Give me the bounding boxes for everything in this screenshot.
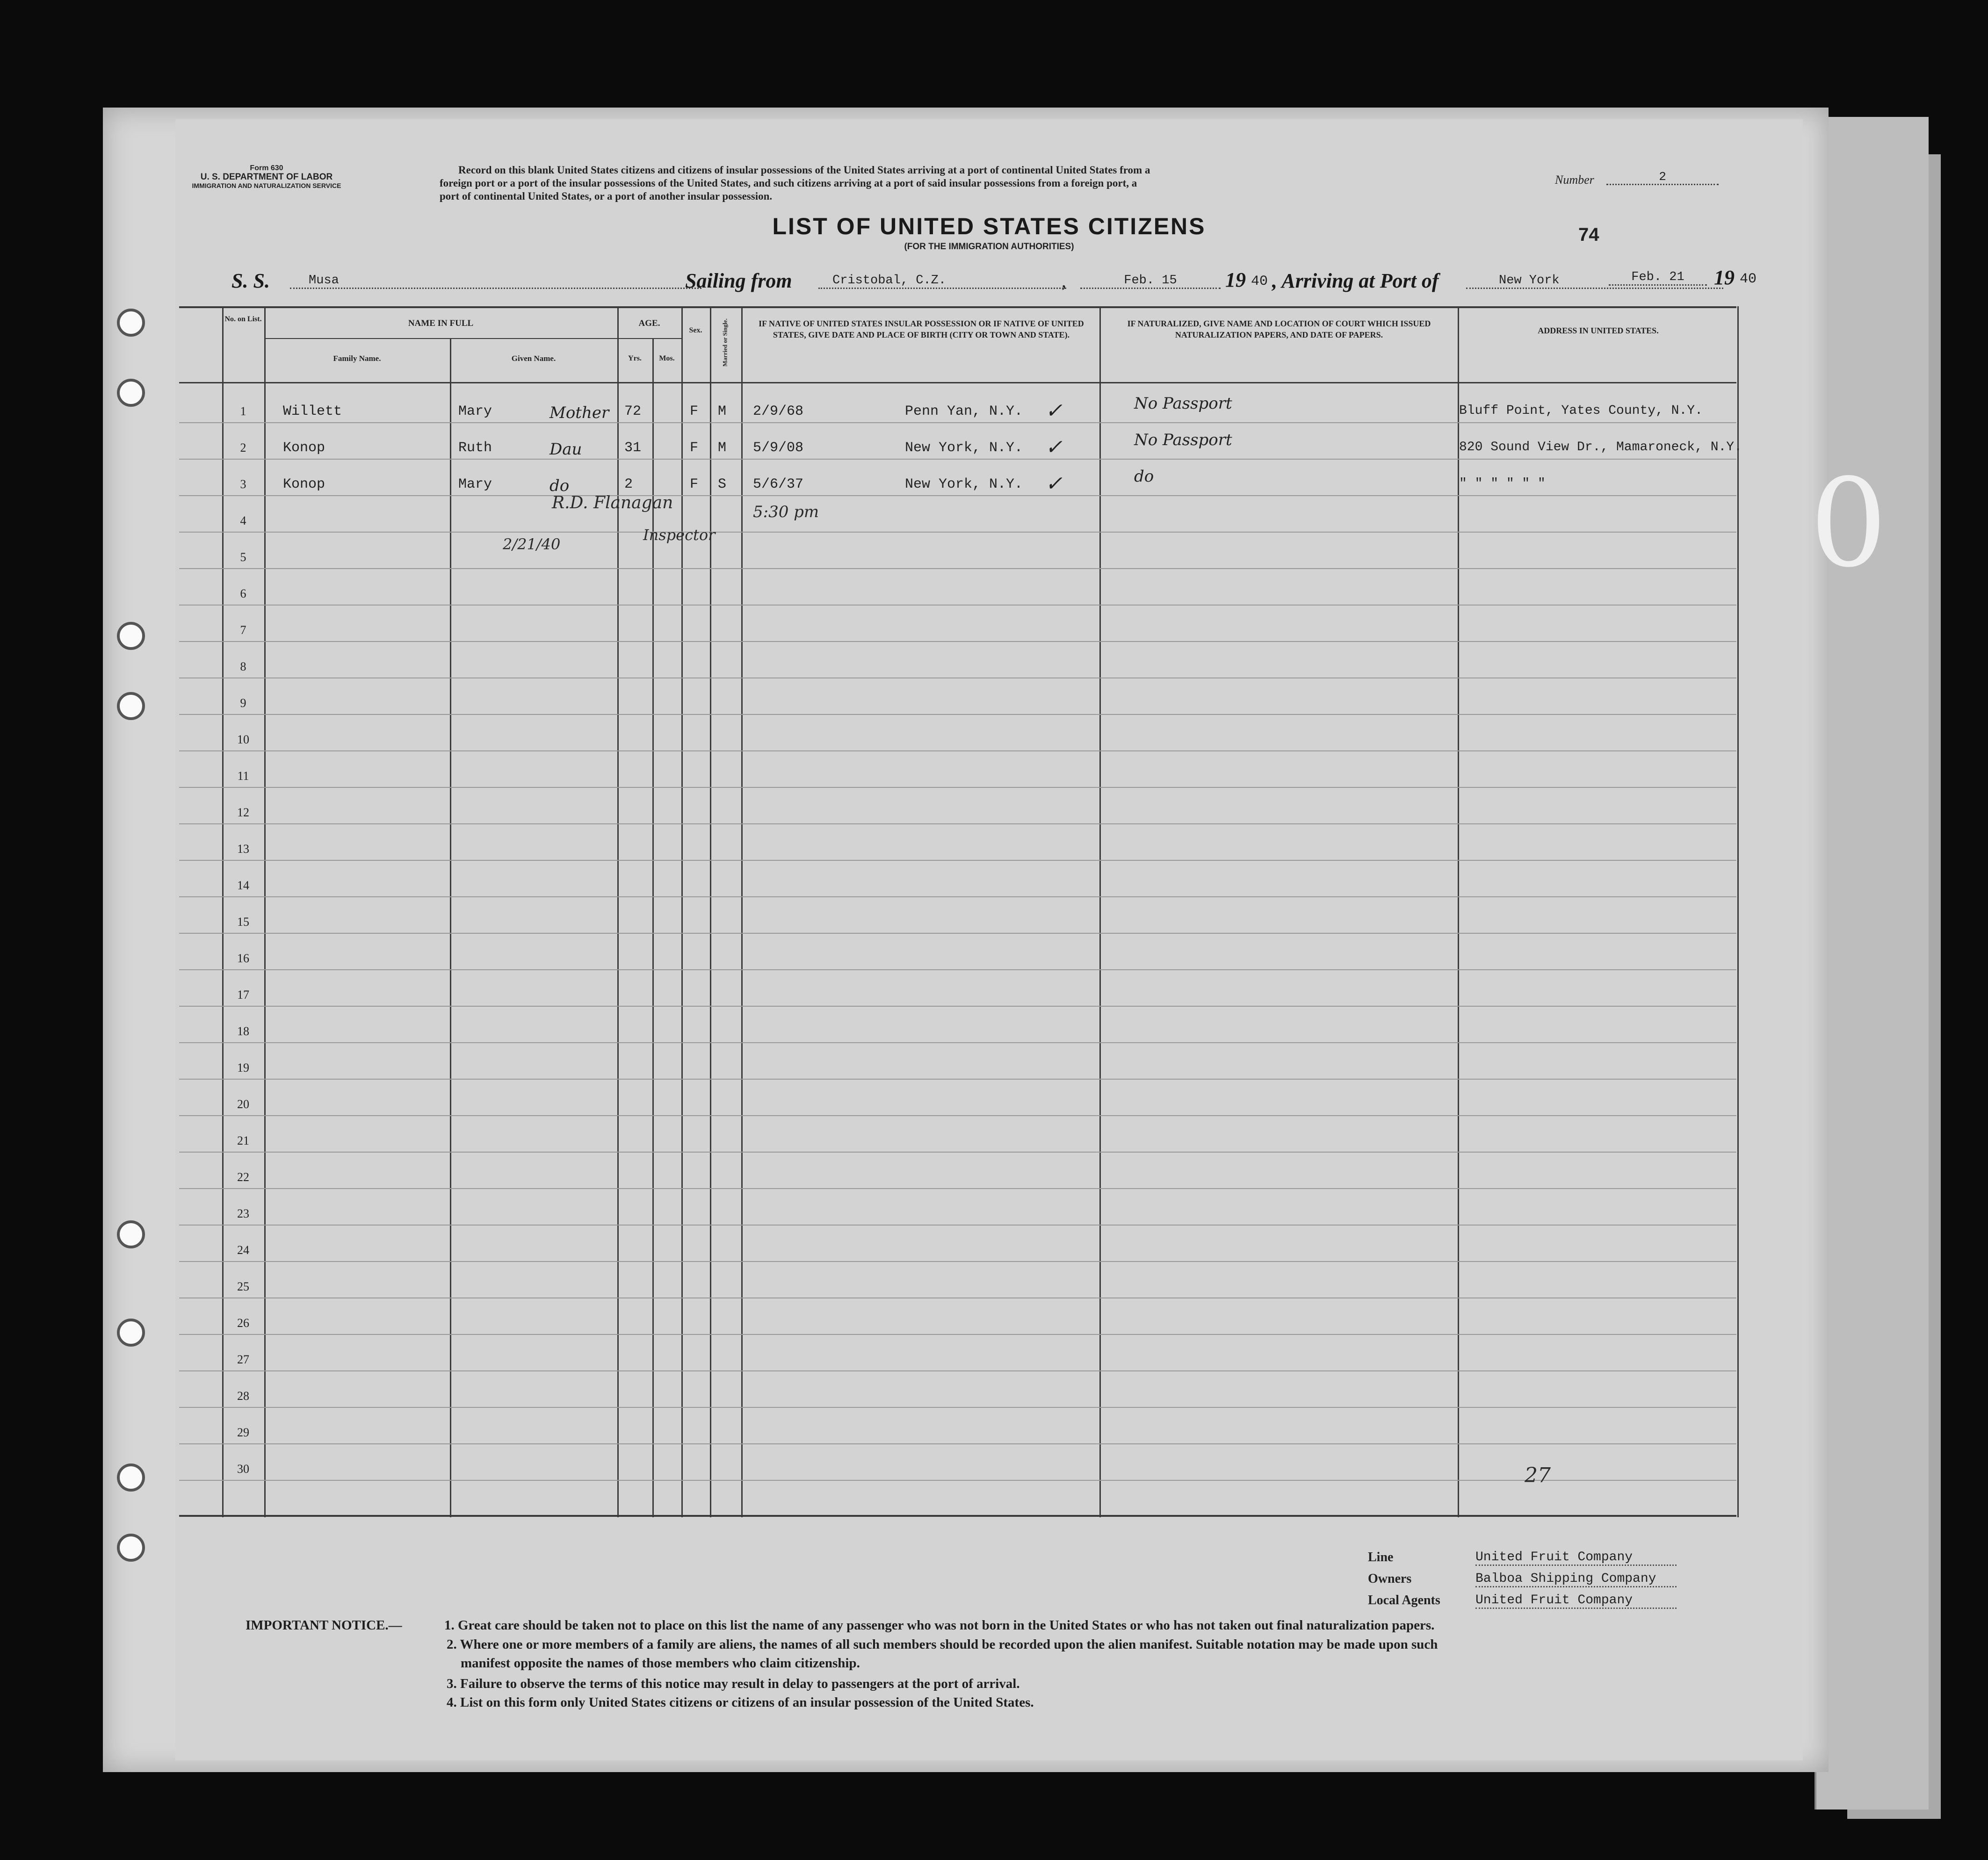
row-number: 6 (240, 587, 246, 600)
bottom-note: 27 (1525, 1463, 1551, 1487)
row-number: 18 (237, 1024, 249, 1038)
row-number: 4 (240, 514, 246, 527)
given-name-cell: Ruth (458, 440, 492, 456)
arriving-label: , Arriving at Port of (1272, 269, 1439, 292)
age-years-cell: 31 (624, 440, 642, 456)
family-name-cell: Konop (283, 440, 325, 456)
line-value: United Fruit Company (1475, 1550, 1677, 1566)
row-rule (179, 495, 1736, 496)
row-rule (179, 459, 1736, 460)
instructions (440, 164, 1665, 203)
row-rule (179, 422, 1736, 423)
punch-hole (117, 309, 145, 337)
row-rule (179, 787, 1736, 788)
line-label: Line (1368, 1550, 1394, 1564)
birth-place-cell: New York, N.Y. (905, 476, 1023, 492)
row-number: 5 (240, 550, 246, 564)
punch-hole (117, 1463, 145, 1492)
age-years-cell: 2 (624, 476, 633, 492)
service: IMMIGRATION AND NATURALIZATION SERVICE (192, 182, 341, 189)
col-header-native: IF NATIVE OF UNITED STATES INSULAR POSSESSION OR IF NATIVE OF UNITED STATES, GIVE DATE AND PLACE OF BIRTH (CITY OR TOWN AND STATE). (759, 319, 1084, 339)
row-rule (179, 1188, 1736, 1189)
col-header-address: ADDRESS IN UNITED STATES. (1538, 326, 1659, 335)
row-rule (179, 714, 1736, 715)
agents-label: Local Agents (1368, 1593, 1440, 1608)
checkmark-icon: ✓ (1045, 435, 1063, 459)
sail-year-prefix: 19 (1225, 268, 1246, 291)
col-rule (681, 306, 683, 1517)
row-number: 23 (237, 1207, 249, 1220)
address-cell: " " " " " " (1459, 476, 1546, 491)
row-rule (179, 1115, 1736, 1116)
papers-note: No Passport (1134, 431, 1232, 449)
row-rule (179, 1407, 1736, 1408)
arrive-date: Feb. 21 (1609, 270, 1707, 286)
row-number: 7 (240, 623, 246, 637)
sex-cell: F (690, 476, 699, 492)
back-sheet-edge (1815, 117, 1929, 1810)
inspector-title: Inspector (643, 526, 716, 544)
given-name-cell: Mary (458, 404, 492, 419)
papers-note: No Passport (1134, 394, 1232, 413)
row-number: 3 (240, 477, 246, 491)
row-rule (179, 860, 1736, 861)
birth-date-cell: 2/9/68 (753, 404, 804, 419)
row-rule (179, 1370, 1736, 1371)
row-number: 11 (237, 769, 249, 783)
marital-status-cell: M (718, 404, 727, 419)
form-sheet: Form 630 U. S. DEPARTMENT OF LABOR IMMIGRATION AND NATURALIZATION SERVICE Record on this blank United States citizens and citizens of insular possessions of the United States arriving at a port of continental United States from a foreign port or a port of the insular possessions of the United States, and such citizens arriving at a port of said insular possessions from a foreign port, a port of continental United States, or a port of another insular possession. Number 2 LIST OF UNITED STATES CITIZENS (FOR THE IMMIGRATION AUTHORITIES) 74 S. S. Musa Sailing from Cristobal, C.Z. , Feb. 15 19 40 , Arriving at Port of New York No. on List. NAME IN FULL Family Name. Given Name. AGE. Yrs. Mos. Sex. Married or Single. IF NATIVE OF UNITED STATES INSULAR POSSESSION OR IF NATIVE OF UNITED STATES, GIVE DATE AND PLACE OF BIRTH (CITY OR TOWN AND STATE). IF NATURALIZED, GIVE NAME AND LOCATION OF COURT WHICH ISSUED NATURALIZATION PAPERS, AND DATE OF PAPERS. ADDRESS IN UNITED STATES. 1 2 3 4 5 6 7 8 9 10 11 12 13 14 15 16 17 18 19 20 21 22 23 24 25 26 27 28 29 30 Willett Mary Mother 72 F M 2/9/68 Penn Yan, N.Y. No Passport Bluff Point, Yates County, N.Y. ✓ Konop Ruth Dau 31 F M 5/9/08 New York, N.Y. No Passport 820 Sound View Dr., Mamaroneck, N.Y. ✓ Konop Mary do 2 F S 5/6/37 New York, N.Y. do " " " " " " ✓ R.D. Flanagan Inspector 2/21/40 5:30 pm 27 Line United Fruit Company Owners Balboa Shipping Company Local Agents United Fruit Company IMPORTANT NOTICE.— 1. Great care should be taken not to place on this list the name of any passenger who was not born in the United States or who has not taken out final naturalization papers. 2. Where one or more members of a family are aliens, the names of all such members should be recorded upon the alien manifest. Suitable notation may be made upon such manifest opposite the names of those members who claim citizenship. 3. Failure to observe the terms of this notice may result in delay to passengers at the port of arrival. 4. List on this form only United States citizens or citizens of an insular possession of the United States. (175, 119, 1803, 1760)
row-rule (179, 1152, 1736, 1153)
birth-date-cell: 5/6/37 (753, 476, 804, 492)
checkmark-icon: ✓ (1045, 399, 1063, 423)
notice-item: 4. List on this form only United States citizens or citizens of an insular possession of the United States. (447, 1695, 1034, 1710)
agents-value: United Fruit Company (1475, 1593, 1677, 1609)
col-header-married: Married or Single. (721, 318, 729, 367)
row-number: 26 (237, 1316, 249, 1330)
family-name-cell: Konop (283, 476, 325, 492)
form-id-block (175, 164, 358, 190)
col-header-yrs: Yrs. (628, 354, 642, 362)
row-rule (179, 641, 1736, 642)
footer-company-block (1368, 1550, 1742, 1615)
notice-item: manifest opposite the names of those members who claim citizenship. (461, 1656, 860, 1671)
margin-mark: 0 (1810, 453, 1887, 594)
col-header-sex: Sex. (689, 326, 702, 334)
punch-hole (117, 622, 145, 650)
page-subtitle: (FOR THE IMMIGRATION AUTHORITIES) (904, 242, 1074, 252)
row-number: 13 (237, 842, 249, 856)
notice-item: 2. Where one or more members of a family are aliens, the names of all such members should be recorded upon the alien manifest. Suitable notation may be made upon such (447, 1637, 1438, 1652)
checkmark-icon: ✓ (1045, 472, 1063, 496)
col-rule (222, 306, 224, 1517)
papers-note: do (1134, 467, 1154, 486)
row-rule (179, 933, 1736, 934)
row-rule (179, 532, 1736, 533)
notice-heading: IMPORTANT NOTICE.— (246, 1618, 402, 1633)
ship-name: Musa (290, 274, 701, 289)
row-rule (179, 1480, 1736, 1481)
number-value: 2 (1606, 170, 1719, 185)
row-number: 27 (237, 1353, 249, 1366)
row-number: 20 (237, 1097, 249, 1111)
row-rule (179, 605, 1736, 606)
row-number: 19 (237, 1061, 249, 1074)
address-cell: Bluff Point, Yates County, N.Y. (1459, 404, 1703, 418)
sex-cell: F (690, 440, 699, 456)
instructions-line: foreign port or a port of the insular possessions of the United States, and such citizens arriving at a port of said insular possessions from a foreign port, a (440, 177, 1137, 189)
row-number: 22 (237, 1170, 249, 1184)
row-number: 29 (237, 1426, 249, 1439)
row-rule (179, 896, 1736, 897)
row-rule (179, 823, 1736, 824)
inspector-signature: R.D. Flanagan (552, 493, 673, 512)
relation-note: Dau (549, 440, 582, 459)
form-number: Form 630 (250, 164, 283, 172)
arriving-label-text: Arriving at Port of (1281, 269, 1439, 292)
address-cell: 820 Sound View Dr., Mamaroneck, N.Y. (1459, 440, 1742, 454)
row-number: 10 (237, 733, 249, 746)
time-note: 5:30 pm (753, 503, 819, 521)
col-header-no: No. on List. (224, 315, 262, 323)
page-title: LIST OF UNITED STATES CITIZENS (772, 213, 1206, 239)
row-number: 12 (237, 806, 249, 819)
row-number: 15 (237, 915, 249, 929)
page-mark: 74 (1578, 224, 1599, 245)
subheader-rule (264, 338, 683, 339)
row-rule (179, 1225, 1736, 1226)
arrive-year-prefix: 19 (1714, 266, 1735, 289)
row-number: 17 (237, 988, 249, 1002)
row-rule (179, 1261, 1736, 1262)
relation-note: do (549, 476, 570, 495)
row-number: 30 (237, 1462, 249, 1476)
given-name-cell: Mary (458, 476, 492, 492)
instructions-line: Record on this blank United States citizens and citizens of insular possessions of the United States arriving at a port of continental United States from a (458, 164, 1150, 176)
col-header-naturalized: IF NATURALIZED, GIVE NAME AND LOCATION OF COURT WHICH ISSUED NATURALIZATION PAPERS, AND DATE OF PAPERS. (1127, 319, 1431, 339)
ss-label: S. S. (231, 269, 270, 292)
punch-hole (117, 1319, 145, 1347)
punch-hole (117, 692, 145, 720)
row-number: 8 (240, 660, 246, 673)
document-paper (103, 108, 1829, 1772)
col-header-age: AGE. (638, 318, 660, 328)
row-rule (179, 1042, 1736, 1043)
col-header-name: NAME IN FULL (408, 318, 474, 328)
row-rule (179, 969, 1736, 970)
number-label: Number (1555, 173, 1594, 187)
row-number: 1 (240, 404, 246, 418)
row-number: 24 (237, 1243, 249, 1257)
birth-place-cell: Penn Yan, N.Y. (905, 404, 1023, 419)
col-rule (450, 339, 451, 1517)
table-bottom-rule (179, 1515, 1736, 1517)
row-number: 25 (237, 1280, 249, 1293)
row-number: 28 (237, 1389, 249, 1403)
arrival-port: New York (1466, 274, 1723, 289)
sailing-label: Sailing from (685, 269, 792, 292)
punch-hole (117, 1534, 145, 1562)
col-rule (1099, 306, 1101, 1517)
notice-item: 1. Great care should be taken not to place on this list the name of any passenger who was not born in the United States or who has not taken out final naturalization papers. (444, 1618, 1435, 1633)
row-number: 16 (237, 952, 249, 965)
owners-value: Balboa Shipping Company (1475, 1572, 1677, 1587)
row-number: 14 (237, 879, 249, 892)
sex-cell: F (690, 404, 699, 419)
row-rule (179, 1443, 1736, 1444)
col-header-given: Given Name. (511, 354, 556, 363)
instructions-line: port of continental United States, or a port of another insular possession. (440, 190, 773, 202)
col-header-mos: Mos. (659, 354, 675, 362)
family-name-cell: Willett (283, 404, 342, 419)
row-rule (179, 1334, 1736, 1335)
row-number: 2 (240, 441, 246, 454)
col-rule (741, 306, 743, 1517)
row-rule (179, 1006, 1736, 1007)
birth-date-cell: 5/9/08 (753, 440, 804, 456)
row-rule (179, 568, 1736, 569)
row-number: 9 (240, 696, 246, 710)
inspection-date: 2/21/40 (503, 535, 561, 553)
age-years-cell: 72 (624, 404, 642, 419)
col-rule (1737, 306, 1739, 1517)
arrive-year: 40 (1740, 271, 1757, 287)
marital-status-cell: S (718, 476, 727, 492)
marital-status-cell: M (718, 440, 727, 456)
birth-place-cell: New York, N.Y. (905, 440, 1023, 456)
sailing-from: Cristobal, C.Z. (818, 274, 1066, 289)
table-header-rule (179, 382, 1736, 383)
row-rule (179, 750, 1736, 751)
col-rule (617, 306, 619, 1517)
relation-note: Mother (549, 404, 609, 422)
table-top-rule (179, 306, 1736, 308)
owners-label: Owners (1368, 1572, 1412, 1586)
row-number: 21 (237, 1134, 249, 1147)
sail-year: 40 (1251, 274, 1268, 289)
col-rule (652, 339, 654, 1517)
col-header-family: Family Name. (333, 354, 381, 363)
notice-item: 3. Failure to observe the terms of this notice may result in delay to passengers at the port of arrival. (447, 1676, 1020, 1691)
department: U. S. DEPARTMENT OF LABOR (200, 172, 333, 182)
col-rule (710, 306, 711, 1517)
row-rule (179, 1079, 1736, 1080)
col-rule (264, 306, 266, 1517)
punch-hole (117, 379, 145, 407)
sail-date: Feb. 15 (1080, 274, 1221, 289)
